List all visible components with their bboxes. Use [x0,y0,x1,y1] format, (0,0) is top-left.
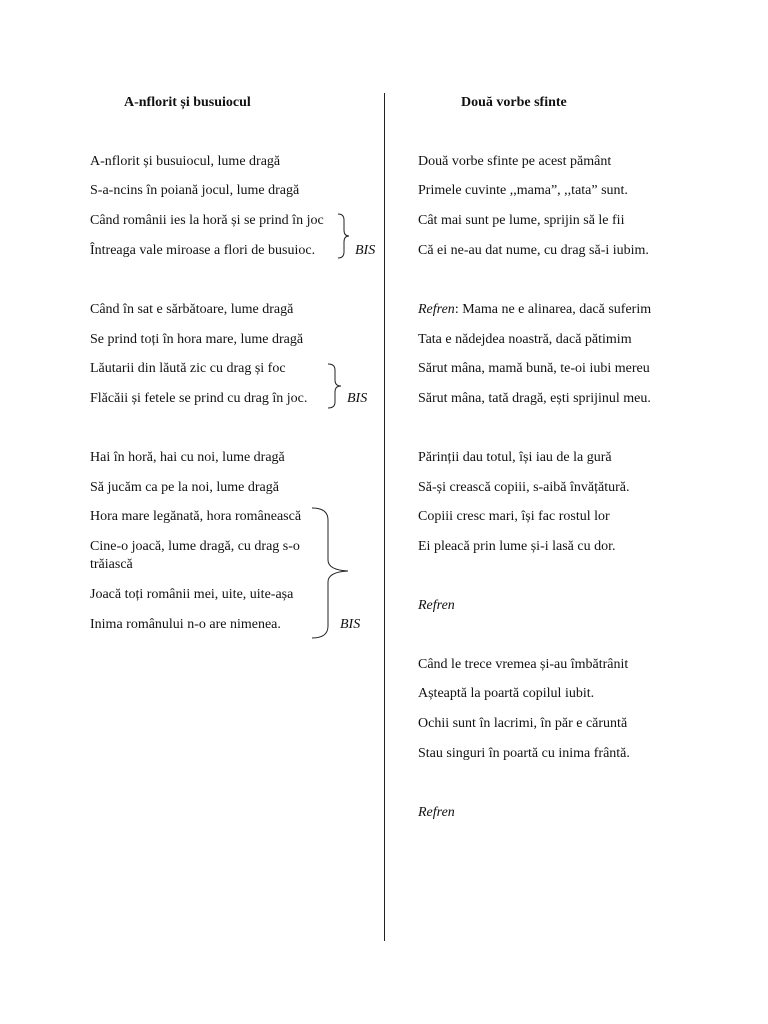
refrain-marker: Refren [418,805,455,820]
left-verse-line: Când în sat e sărbătoare, lume dragă [90,302,294,317]
left-verse-line: Întreaga vale miroase a flori de busuioc. [90,243,316,258]
bis-brace-1 [336,212,352,260]
left-verse-line: Să jucăm ca pe la noi, lume dragă [90,480,279,495]
right-verse-line: Părinții dau totul, își iau de la gură [418,450,612,465]
right-verse-line: Că ei ne-au dat nume, cu drag să-i iubim. [418,243,649,258]
right-verse-line: Copiii cresc mari, își fac rostul lor [418,509,610,524]
right-verse-line: Ochii sunt în lacrimi, în păr e căruntă [418,716,628,731]
right-verse-line: Ei pleacă prin lume și-i lasă cu dor. [418,539,616,554]
refrain-line: Sărut mâna, mamă bună, te-oi iubi mereu [418,361,650,376]
left-verse-line: Hora mare legănată, hora românească [90,509,302,524]
left-verse-line: Când românii ies la horă și se prind în joc [90,213,324,228]
left-verse-line: Inima românului n-o are nimenea. [90,617,281,632]
bis-label-3: BIS [340,617,361,632]
bis-label-1: BIS [355,243,376,258]
left-verse-line: Se prind toți în hora mare, lume dragă [90,332,304,347]
refrain-first-text: : Mama ne e alinarea, dacă suferim [454,302,652,317]
refrain-first-line [418,301,651,319]
left-verse-line: Lăutarii din lăută zic cu drag și foc [90,361,286,376]
right-verse-line: Două vorbe sfinte pe acest pământ [418,154,612,169]
left-verse-line: Cine-o joacă, lume dragă, cu drag s-o trăiască [90,539,300,572]
right-verse-line: Stau singuri în poartă cu inima frântă. [418,746,630,761]
refrain-label: Refren [418,302,455,317]
right-verse-line: Când le trece vremea și-au îmbătrânit [418,657,629,672]
right-verse-line: Cât mai sunt pe lume, sprijin să le fii [418,213,625,228]
left-verse-line: A-nflorit și busuiocul, lume dragă [90,154,281,169]
column-divider [384,93,385,941]
refrain-line: Sărut mâna, tată dragă, ești sprijinul meu. [418,391,651,406]
refrain-marker: Refren [418,598,455,613]
right-song-title: Două vorbe sfinte [461,95,567,110]
bis-brace-2 [326,362,346,410]
left-verse-line: S-a-ncins în poiană jocul, lume dragă [90,183,300,198]
left-verse-line: Hai în horă, hai cu noi, lume dragă [90,450,285,465]
left-verse-line: Flăcăii și fetele se prind cu drag în joc. [90,391,308,406]
bis-label-2: BIS [347,391,368,406]
right-verse-line: Primele cuvinte ,,mama”, ,,tata” sunt. [418,183,628,198]
left-song-title: A-nflorit și busuiocul [124,95,251,110]
refrain-line: Tata e nădejdea noastră, dacă pătimim [418,332,632,347]
right-verse-line: Așteaptă la poartă copilul iubit. [418,686,595,701]
left-verse-line: Joacă toți românii mei, uite, uite-așa [90,587,294,602]
right-verse-line: Să-și crească copiii, s-aibă învățătură. [418,480,630,495]
